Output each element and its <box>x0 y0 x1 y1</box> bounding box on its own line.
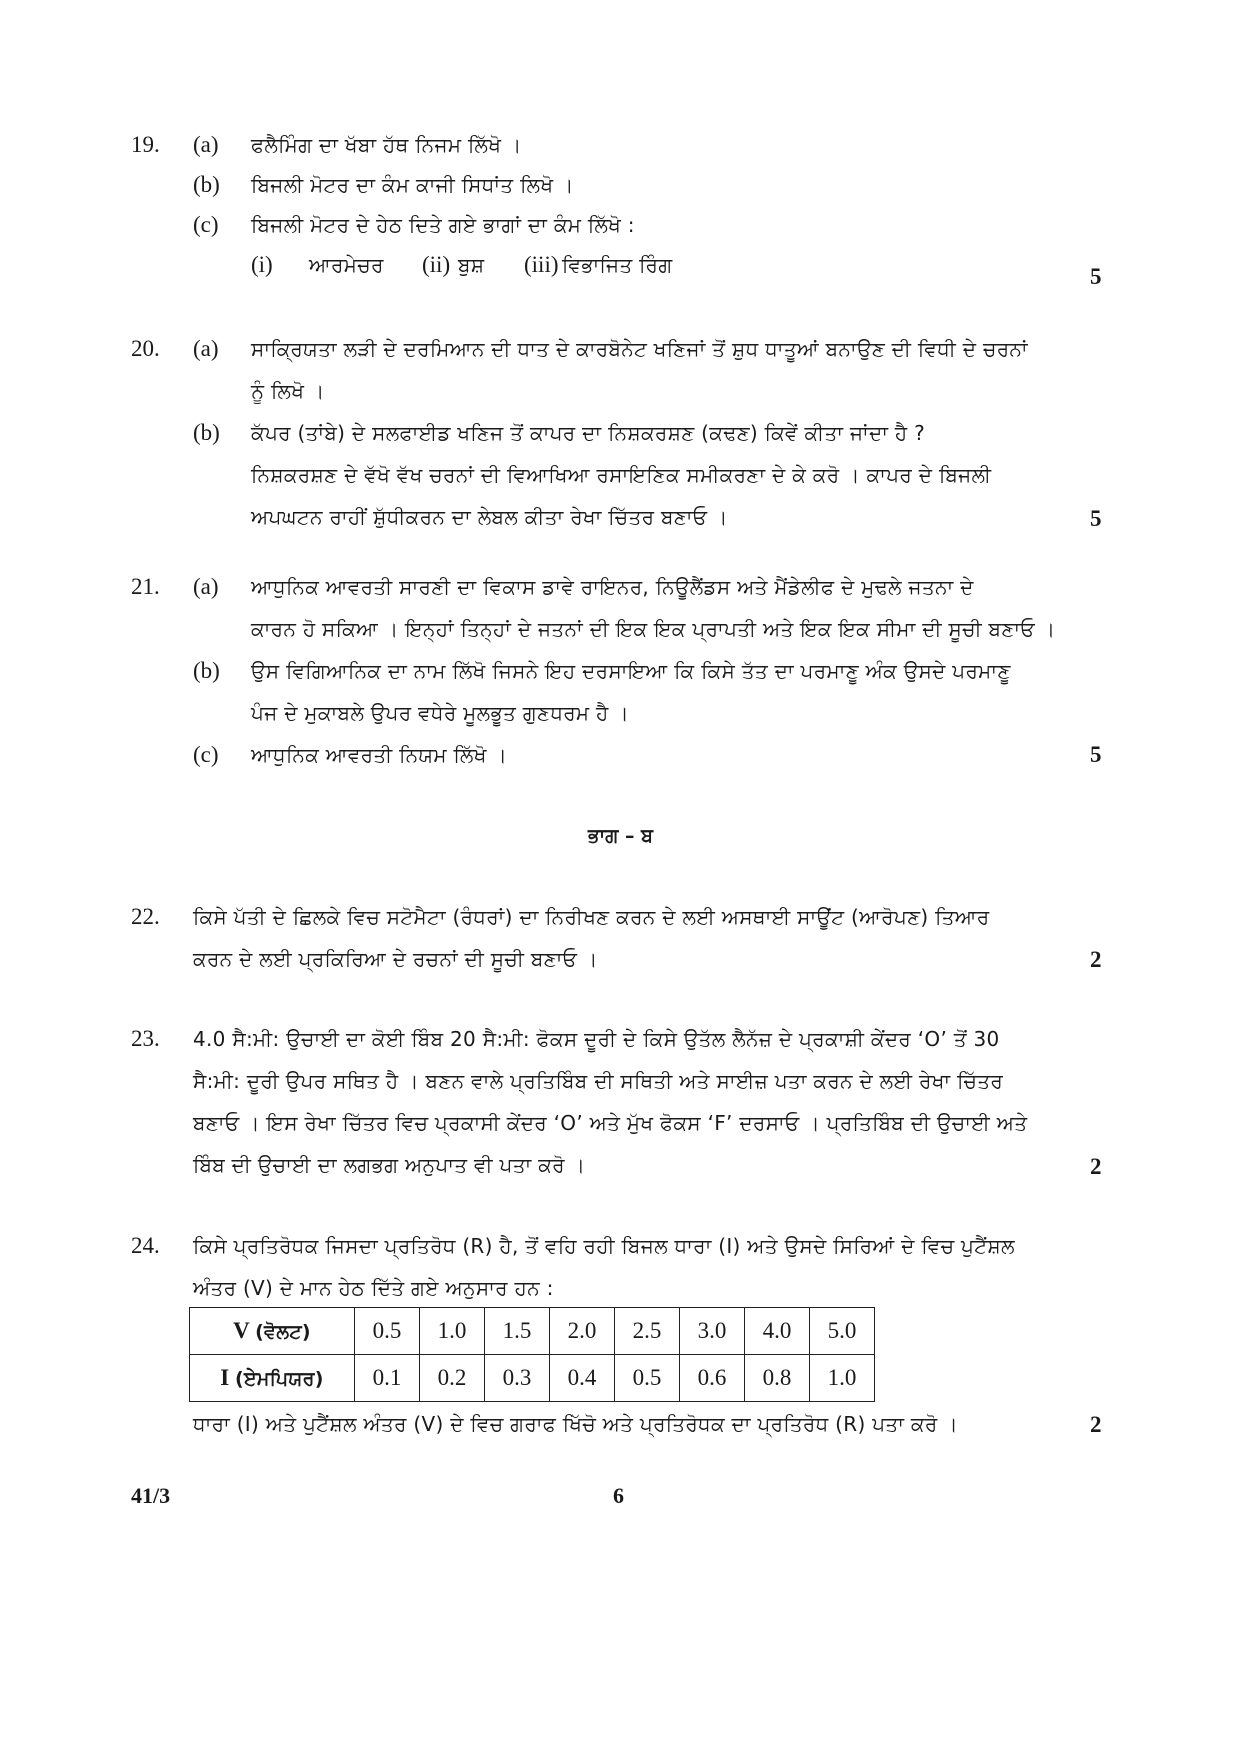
current-value: 0.1 <box>355 1355 420 1402</box>
q21-c-text: ਆਧੁਨਿਕ ਆਵਰਤੀ ਨਿਯਮ ਲਿੱਖੋ । <box>251 743 508 767</box>
section-heading: ਭਾਗ – ਬ <box>588 825 653 847</box>
q23-line4: ਬਿੰਬ ਦੀ ਉਚਾਈ ਦਾ ਲਗਭਗ ਅਨੁਪਾਤ ਵੀ ਪਤਾ ਕਰੋ । <box>193 1153 586 1177</box>
voltage-value: 3.0 <box>680 1308 745 1355</box>
q20-b-line3: ਅਪਘਟਨ ਰਾਹੀਂ ਸ਼ੁੱਧੀਕਰਨ ਦਾ ਲੇਬਲ ਕੀਤਾ ਰੇਖਾ ਚਿੱਤਰ ਬਣਾਓ । <box>251 505 728 529</box>
q23-marks: 2 <box>1090 1154 1102 1179</box>
voltage-unit: (ਵੋਲਟ) <box>255 1321 311 1343</box>
current-row <box>190 1355 875 1402</box>
paper-code: 41/3 <box>131 1483 171 1508</box>
q23-number: 23. <box>131 1026 160 1051</box>
q23-line2: ਸੈ:ਮੀ: ਦੂਰੀ ਉਪਰ ਸਥਿਤ ਹੈ । ਬਣਨ ਵਾਲੇ ਪ੍ਰਤਿਬਿੰਬ ਦੀ ਸਥਿਤੀ ਅਤੇ ਸਾਈਜ਼ ਪਤਾ ਕਰਨ ਦੇ ਲਈ ਰੇਖਾ ਚਿੱਤਰ <box>193 1069 1004 1093</box>
q22-number: 22. <box>131 904 160 929</box>
q19-b-text: ਬਿਜਲੀ ਮੋਟਰ ਦਾ ਕੰਮ ਕਾਜੀ ਸਿਧਾਂਤ ਲਿਖੋ । <box>251 173 574 197</box>
q23-line3: ਬਣਾਓ । ਇਸ ਰੇਖਾ ਚਿੱਤਰ ਵਿਚ ਪ੍ਰਕਾਸੀ ਕੇਂਦਰ ‘O’ ਅਤੇ ਮੁੱਖ ਫੋਕਸ ‘F’ ਦਰਸਾਓ । ਪ੍ਰਤਿਬਿੰਬ ਦੀ ਉਚਾਈ ਅਤੇ <box>193 1111 1028 1135</box>
voltage-current-table <box>189 1307 875 1402</box>
q20-a-label: (a) <box>193 336 219 361</box>
voltage-value: 4.0 <box>745 1308 810 1355</box>
q20-b-line1: ਕੱਪਰ (ਤਾਂਬੇ) ਦੇ ਸਲਫਾਈਡ ਖਣਿਜ ਤੋਂ ਕਾਪਰ ਦਾ ਨਿਸ਼ਕਰਸ਼ਣ (ਕਢਣ) ਕਿਵੇਂ ਕੀਤਾ ਜਾਂਦਾ ਹੈ ? <box>251 421 926 445</box>
current-value: 0.3 <box>485 1355 550 1402</box>
q23-line1: 4.0 ਸੈ:ਮੀ: ਉਚਾਈ ਦਾ ਕੋਈ ਬਿੰਬ 20 ਸੈ:ਮੀ: ਫੋਕਸ ਦੂਰੀ ਦੇ ਕਿਸੇ ਉਤੱਲ ਲੈਨੱਜ਼ ਦੇ ਪ੍ਰਕਾਸ਼ੀ ਕੇਂਦਰ ‘O’ ਤੋਂ 30 <box>193 1027 1000 1051</box>
q21-marks: 5 <box>1090 742 1102 767</box>
q22-line2: ਕਰਨ ਦੇ ਲਈ ਪ੍ਰਕਿਰਿਆ ਦੇ ਰਚਨਾਂ ਦੀ ਸੂਚੀ ਬਣਾਓ । <box>193 947 598 971</box>
current-value: 0.2 <box>420 1355 485 1402</box>
q19-c-text: ਬਿਜਲੀ ਮੋਟਰ ਦੇ ਹੇਠ ਦਿਤੇ ਗਏ ਭਾਗਾਂ ਦਾ ਕੰਮ ਲਿੱਖੋ : <box>251 213 635 237</box>
q19-i-label: (i) <box>251 252 273 277</box>
current-value: 1.0 <box>810 1355 875 1402</box>
q20-number: 20. <box>131 336 160 361</box>
q20-a-line1: ਸਾਕ੍ਰਿਯਤਾ ਲੜੀ ਦੇ ਦਰਮਿਆਨ ਦੀ ਧਾਤ ਦੇ ਕਾਰਬੋਨੇਟ ਖਣਿਜਾਂ ਤੋਂ ਸ਼ੁਧ ਧਾਤੂਆਂ ਬਨਾਉਣ ਦੀ ਵਿਧੀ ਦੇ ਚਰਨਾਂ <box>251 337 1028 361</box>
q19-number: 19. <box>131 132 160 157</box>
q21-a-line1: ਆਧੁਨਿਕ ਆਵਰਤੀ ਸਾਰਣੀ ਦਾ ਵਿਕਾਸ ਡਾਵੇ ਰਾਇਨਰ, ਨਿਊਲੈਂਡਸ ਅਤੇ ਮੈਂਡੇਲੀਫ ਦੇ ਮੁਢਲੇ ਜਤਨਾ ਦੇ <box>251 575 974 599</box>
current-value: 0.6 <box>680 1355 745 1402</box>
q21-a-line2: ਕਾਰਨ ਹੋ ਸਕਿਆ । ਇਨ੍ਹਾਂ ਤਿਨ੍ਹਾਂ ਦੇ ਜਤਨਾਂ ਦੀ ਇਕ ਇਕ ਪ੍ਰਾਪਤੀ ਅਤੇ ਇਕ ਇਕ ਸੀਮਾ ਦੀ ਸੂਚੀ ਬਣਾਓ । <box>251 617 1056 641</box>
q22-line1: ਕਿਸੇ ਪੱਤੀ ਦੇ ਛਿਲਕੇ ਵਿਚ ਸਟੋਮੈਟਾ (ਰੰਧਰਾਂ) ਦਾ ਨਿਰੀਖਣ ਕਰਨ ਦੇ ਲਈ ਅਸਥਾਈ ਸਾਊਂਟ (ਆਰੋਪਣ) ਤਿਆਰ <box>193 905 990 929</box>
voltage-value: 1.0 <box>420 1308 485 1355</box>
current-value: 0.8 <box>745 1355 810 1402</box>
q19-marks: 5 <box>1090 264 1102 289</box>
voltage-row <box>190 1308 875 1355</box>
q19-b-label: (b) <box>193 172 220 197</box>
voltage-row-header <box>190 1308 355 1355</box>
q19-iii-label: (iii) <box>524 252 559 277</box>
current-unit: (ਏਮਪਿਯਰ) <box>234 1368 324 1390</box>
q24-line2: ਅੰਤਰ (V) ਦੇ ਮਾਨ ਹੇਠ ਦਿੱਤੇ ਗਏ ਅਨੁਸਾਰ ਹਨ : <box>193 1276 554 1300</box>
page-number: 6 <box>613 1483 624 1508</box>
voltage-symbol: V <box>233 1318 250 1343</box>
voltage-value: 5.0 <box>810 1308 875 1355</box>
current-row-header <box>190 1355 355 1402</box>
q19-c-label: (c) <box>193 212 219 237</box>
q24-line1: ਕਿਸੇ ਪ੍ਰਤਿਰੋਧਕ ਜਿਸਦਾ ਪ੍ਰਤਿਰੋਧ (R) ਹੈ, ਤੋਂ ਵਹਿ ਰਹੀ ਬਿਜਲ ਧਾਰਾ (I) ਅਤੇ ਉਸਦੇ ਸਿਰਿਆਂ ਦੇ ਵਿਚ ਪੁਟੈਂਸ਼ਲ <box>193 1234 1015 1258</box>
q21-b-line1: ਉਸ ਵਿਗਿਆਨਿਕ ਦਾ ਨਾਮ ਲਿੱਖੋ ਜਿਸਨੇ ਇਹ ਦਰਸਾਇਆ ਕਿ ਕਿਸੇ ਤੱਤ ਦਾ ਪਰਮਾਣੂ ਅੰਕ ਉਸਦੇ ਪਰਮਾਣੂ <box>251 659 1011 683</box>
q19-i-text: ਆਰਮੇਚਰ <box>309 253 384 277</box>
q19-a-text: ਫਲੈਮਿੰਗ ਦਾ ਖੱਬਾ ਹੱਥ ਨਿਜਮ ਲਿੱਖੋ । <box>251 133 522 157</box>
q21-b-label: (b) <box>193 658 220 683</box>
q19-iii-text: ਵਿਭਾਜਿਤ ਰਿੰਗ <box>562 253 673 277</box>
q21-b-line2: ਪੰਜ ਦੇ ਮੁਕਾਬਲੇ ਉਪਰ ਵਧੇਰੇ ਮੂਲਭੂਤ ਗੁਣਧਰਮ ਹੈ । <box>251 701 630 725</box>
q21-number: 21. <box>131 574 160 599</box>
q24-number: 24. <box>131 1233 160 1258</box>
q24-marks: 2 <box>1090 1412 1102 1437</box>
current-symbol: I <box>220 1365 230 1390</box>
voltage-value: 0.5 <box>355 1308 420 1355</box>
q21-a-label: (a) <box>193 574 219 599</box>
voltage-value: 1.5 <box>485 1308 550 1355</box>
q19-ii-label: (ii) <box>422 252 451 277</box>
q19-ii-text: ਬੁਸ਼ <box>458 253 485 277</box>
q22-marks: 2 <box>1090 947 1102 972</box>
voltage-value: 2.5 <box>615 1308 680 1355</box>
q24-line3: ਧਾਰਾ (I) ਅਤੇ ਪੁਟੈਂਸ਼ਲ ਅੰਤਰ (V) ਦੇ ਵਿਚ ਗਰਾਫ ਖਿੱਚੋ ਅਤੇ ਪ੍ਰਤਿਰੋਧਕ ਦਾ ਪ੍ਰਤਿਰੋਧ (R) ਪਤਾ ਕਰੋ । <box>193 1412 958 1436</box>
q20-a-line2: ਨੂੰ ਲਿਖੋ । <box>251 379 325 403</box>
q21-c-label: (c) <box>193 742 219 767</box>
current-value: 0.4 <box>550 1355 615 1402</box>
q20-b-line2: ਨਿਸ਼ਕਰਸ਼ਣ ਦੇ ਵੱਖੋ ਵੱਖ ਚਰਨਾਂ ਦੀ ਵਿਆਖਿਆ ਰਸਾਇਣਿਕ ਸਮੀਕਰਣਾ ਦੇ ਕੇ ਕਰੋ । ਕਾਪਰ ਦੇ ਬਿਜਲੀ <box>251 463 992 487</box>
voltage-value: 2.0 <box>550 1308 615 1355</box>
q19-a-label: (a) <box>193 132 219 157</box>
q20-b-label: (b) <box>193 420 220 445</box>
q20-marks: 5 <box>1090 506 1102 531</box>
current-value: 0.5 <box>615 1355 680 1402</box>
